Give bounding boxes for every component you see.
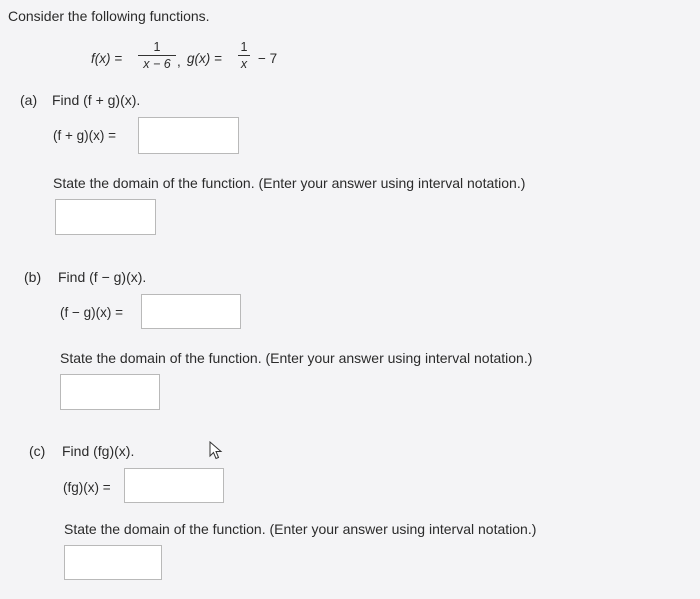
- g-fraction-bar: [238, 55, 250, 56]
- part-c-prompt: Find (fg)(x).: [62, 443, 135, 459]
- f-numerator: 1: [153, 40, 161, 54]
- problem-intro: Consider the following functions.: [8, 8, 210, 24]
- part-a-domain-box[interactable]: [55, 199, 156, 235]
- pointer-cursor-icon: [208, 441, 226, 461]
- comma: ,: [177, 54, 181, 69]
- part-a-answer-input[interactable]: [139, 118, 238, 153]
- part-c-domain-prompt: State the domain of the function. (Enter your answer using interval notation.): [64, 521, 537, 537]
- part-a-prompt: Find (f + g)(x).: [52, 92, 141, 108]
- part-c-answer-box[interactable]: [124, 468, 224, 503]
- g-denominator: x: [240, 57, 248, 71]
- part-b-answer-input[interactable]: [142, 295, 240, 328]
- part-c-domain-box[interactable]: [64, 545, 162, 580]
- f-label: f(x) =: [91, 51, 123, 66]
- f-fraction-bar: [138, 55, 176, 56]
- f-fraction: [138, 40, 176, 71]
- part-a-domain-prompt: State the domain of the function. (Enter your answer using interval notation.): [53, 175, 526, 191]
- f-denominator: x − 6: [143, 57, 171, 71]
- part-c-domain-input[interactable]: [65, 546, 161, 579]
- part-b-domain-box[interactable]: [60, 374, 160, 410]
- part-b-expression: (f − g)(x) =: [60, 305, 124, 320]
- part-b-prompt: Find (f − g)(x).: [58, 269, 147, 285]
- part-b-domain-input[interactable]: [61, 375, 159, 409]
- part-b-label: (b): [24, 269, 42, 285]
- part-b-domain-prompt: State the domain of the function. (Enter your answer using interval notation.): [60, 350, 533, 366]
- g-constant: − 7: [258, 51, 278, 66]
- g-numerator: 1: [240, 40, 248, 54]
- part-c-label: (c): [29, 443, 46, 459]
- g-label: g(x) =: [187, 51, 222, 66]
- g-fraction: [238, 40, 250, 71]
- part-c-answer-input[interactable]: [125, 469, 223, 502]
- part-a-domain-input[interactable]: [56, 200, 155, 234]
- part-a-label: (a): [20, 92, 38, 108]
- part-c-expression: (fg)(x) =: [63, 480, 111, 495]
- part-b-answer-box[interactable]: [141, 294, 241, 329]
- part-a-expression: (f + g)(x) =: [53, 128, 117, 143]
- part-a-answer-box[interactable]: [138, 117, 239, 154]
